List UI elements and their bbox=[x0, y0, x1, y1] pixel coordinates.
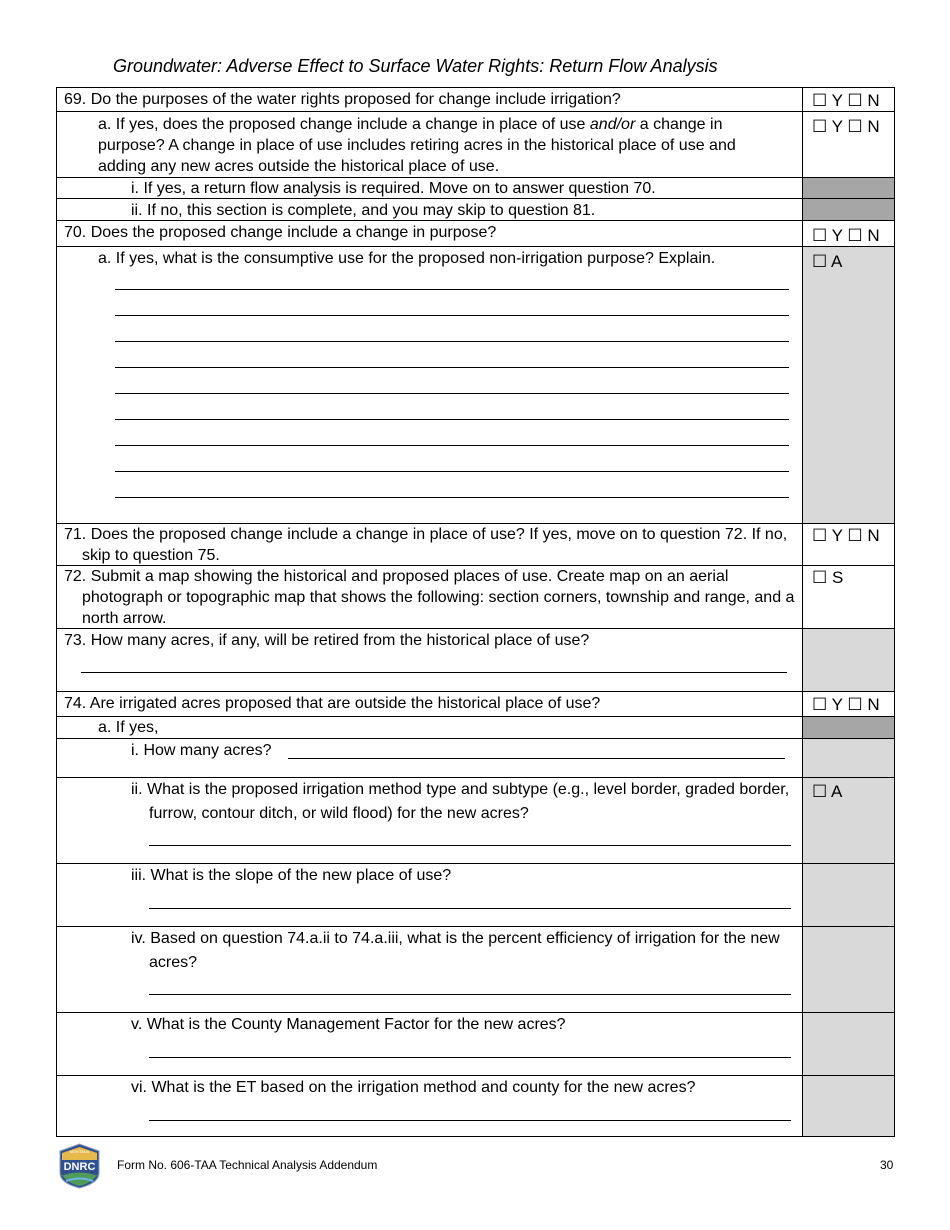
q70a-text: a. If yes, what is the consumptive use for the proposed non-irrigation purpose? Explain. bbox=[98, 250, 716, 267]
q74a-answer-cell bbox=[803, 717, 894, 738]
answer-line[interactable] bbox=[288, 758, 785, 759]
q71-text: 71. Does the proposed change include a change in place of use? If yes, move on to question 72. If no, skip to question 75. bbox=[64, 526, 788, 564]
q70a-checkbox[interactable]: ☐ A bbox=[803, 247, 894, 523]
answer-line[interactable] bbox=[81, 672, 787, 673]
q74aiii-answer-cell bbox=[803, 864, 894, 926]
q71-checkboxes[interactable]: ☐ Y ☐ N bbox=[812, 526, 880, 545]
q74ai-text: i. How many acres? bbox=[131, 742, 272, 759]
q74aiv-text: iv. Based on question 74.a.ii to 74.a.iii, what is the percent efficiency of irrigation for the new acres? bbox=[131, 930, 780, 971]
q74aii-checkbox[interactable]: ☐ A bbox=[803, 778, 894, 863]
page-number: 30 bbox=[880, 1158, 894, 1172]
questionnaire-table bbox=[56, 87, 895, 1137]
q74-checkboxes[interactable]: ☐ Y ☐ N bbox=[812, 695, 880, 714]
q74av-text: v. What is the County Management Factor for the new acres? bbox=[131, 1016, 566, 1033]
answer-line[interactable] bbox=[115, 367, 789, 368]
answer-line[interactable] bbox=[115, 289, 789, 290]
q74avi-text: vi. What is the ET based on the irrigation method and county for the new acres? bbox=[131, 1079, 696, 1096]
q74aii-row bbox=[57, 778, 894, 864]
answer-line[interactable] bbox=[115, 341, 789, 342]
q74avi-row bbox=[57, 1076, 894, 1136]
q73-text: 73. How many acres, if any, will be retired from the historical place of use? bbox=[64, 632, 590, 649]
answer-line[interactable] bbox=[115, 445, 789, 446]
q73-answer-cell bbox=[803, 629, 894, 691]
q69-row bbox=[57, 88, 894, 112]
q74-text: 74. Are irrigated acres proposed that are outside the historical place of use? bbox=[64, 695, 601, 712]
q74aiv-answer-cell bbox=[803, 927, 894, 1012]
q74av-answer-cell bbox=[803, 1013, 894, 1075]
q70a-row bbox=[57, 247, 894, 524]
q69ai-row bbox=[57, 178, 894, 199]
answer-line[interactable] bbox=[149, 1120, 791, 1121]
footer-form-name: Form No. 606-TAA Technical Analysis Addendum bbox=[117, 1158, 378, 1172]
answer-line[interactable] bbox=[115, 419, 789, 420]
q69ai-text: i. If yes, a return flow analysis is required. Move on to answer question 70. bbox=[131, 180, 656, 197]
q69a-checkboxes[interactable]: ☐ Y ☐ N bbox=[812, 117, 880, 136]
q72-checkbox[interactable]: ☐ S bbox=[812, 568, 844, 587]
q69aii-text: ii. If no, this section is complete, and you may skip to question 81. bbox=[131, 202, 596, 219]
q69-text: 69. Do the purposes of the water rights proposed for change include irrigation? bbox=[64, 91, 621, 108]
q69aii-answer-cell bbox=[803, 199, 894, 220]
q73-row bbox=[57, 629, 894, 692]
q71-row bbox=[57, 524, 894, 566]
q74avi-answer-cell bbox=[803, 1076, 894, 1136]
answer-line[interactable] bbox=[115, 497, 789, 498]
q69a-row bbox=[57, 112, 894, 178]
q74aiii-row bbox=[57, 864, 894, 927]
answer-line[interactable] bbox=[115, 471, 789, 472]
q74aiv-row bbox=[57, 927, 894, 1013]
answer-line[interactable] bbox=[149, 845, 791, 846]
q74ai-row bbox=[57, 739, 894, 778]
q74a-text: a. If yes, bbox=[98, 719, 159, 736]
q74-row bbox=[57, 692, 894, 717]
answer-line[interactable] bbox=[149, 1057, 791, 1058]
q69a-text: a. If yes, does the proposed change include a change in place of use and/or a change in purpose? A change in place of use includes retiring acres in the historical place of use and adding any new acres outside the historical place of use. bbox=[98, 116, 736, 175]
answer-line[interactable] bbox=[115, 315, 789, 316]
logo-state-text: MONTANA bbox=[69, 1149, 90, 1154]
section-title: Groundwater: Adverse Effect to Surface Water Rights: Return Flow Analysis bbox=[113, 56, 718, 76]
answer-line[interactable] bbox=[115, 393, 789, 394]
q74aiii-text: iii. What is the slope of the new place of use? bbox=[131, 867, 452, 884]
q70-text: 70. Does the proposed change include a change in purpose? bbox=[64, 224, 497, 241]
q74av-row bbox=[57, 1013, 894, 1076]
q69-checkboxes[interactable]: ☐ Y ☐ N bbox=[812, 91, 880, 110]
q70-checkboxes[interactable]: ☐ Y ☐ N bbox=[812, 226, 880, 245]
q72-row bbox=[57, 566, 894, 629]
answer-line[interactable] bbox=[149, 908, 791, 909]
q69ai-answer-cell bbox=[803, 178, 894, 198]
q74aii-text: ii. What is the proposed irrigation method type and subtype (e.g., level border, graded border, furrow, contour ditch, or wild flood) for the new acres? bbox=[131, 781, 790, 822]
dnrc-logo bbox=[56, 1143, 103, 1189]
q74a-row bbox=[57, 717, 894, 739]
q69aii-row bbox=[57, 199, 894, 221]
logo-text: DNRC bbox=[63, 1161, 96, 1173]
q74ai-answer-cell bbox=[803, 739, 894, 777]
q72-text: 72. Submit a map showing the historical and proposed places of use. Create map on an aerial photograph or topographic map that shows the following: section corners, township and range, and a north arrow. bbox=[64, 568, 795, 627]
q70-row bbox=[57, 221, 894, 247]
answer-line[interactable] bbox=[149, 994, 791, 995]
